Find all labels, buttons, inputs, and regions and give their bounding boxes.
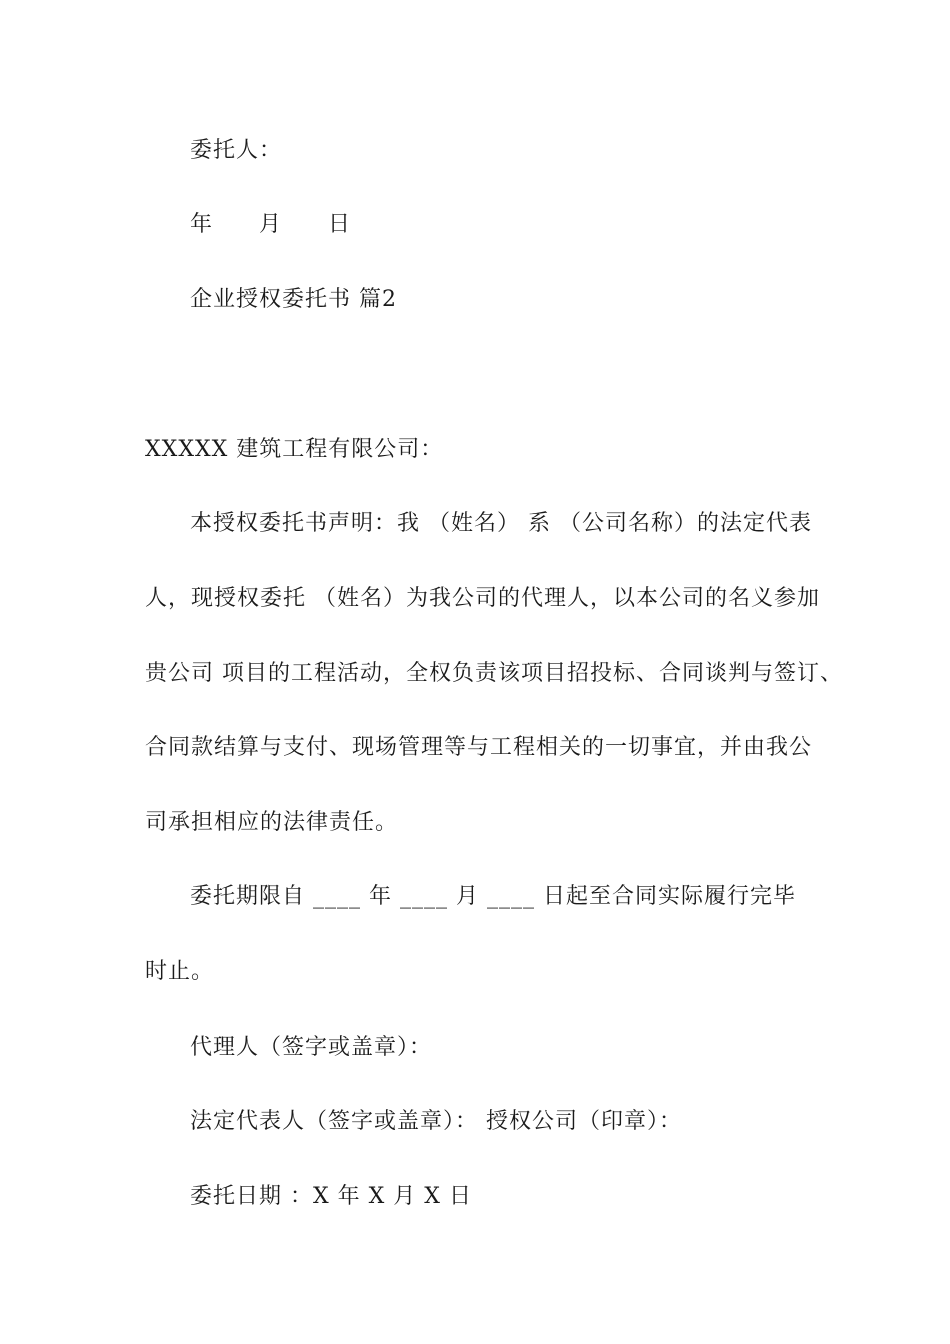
body-paragraph-line: 贵公司 项目的工程活动，全权负责该项目招投标、合同谈判与签订、 <box>145 661 843 686</box>
addressee: XXXXX 建筑工程有限公司： <box>145 437 444 462</box>
body-paragraph-line: 司承担相应的法律责任。 <box>145 810 399 835</box>
agent-signature-line: 代理人（签字或盖章）： <box>190 1035 433 1060</box>
entrustment-date: 委托日期 ：X 年 X 月 X 日 <box>190 1184 472 1209</box>
body-paragraph-line: 合同款结算与支付、现场管理等与工程相关的一切事宜，并由我公 <box>145 735 813 760</box>
representative-signature-line: 法定代表人（签字或盖章）： 授权公司（印章）： <box>190 1109 682 1134</box>
section-heading: 企业授权委托书 篇2 <box>190 287 397 312</box>
body-paragraph-line: 本授权委托书声明：我 （姓名） 系 （公司名称）的法定代表 <box>190 511 812 536</box>
body-paragraph-line: 人，现授权委托 （姓名）为我公司的代理人，以本公司的名义参加 <box>145 586 820 611</box>
term-paragraph-line: 委托期限自 ____ 年 ____ 月 ____ 日起至合同实际履行完毕 <box>190 884 796 909</box>
date-placeholder: 年 月 日 <box>190 212 352 237</box>
term-paragraph-line: 时止。 <box>145 959 215 984</box>
entrustor-label: 委托人： <box>190 138 283 163</box>
